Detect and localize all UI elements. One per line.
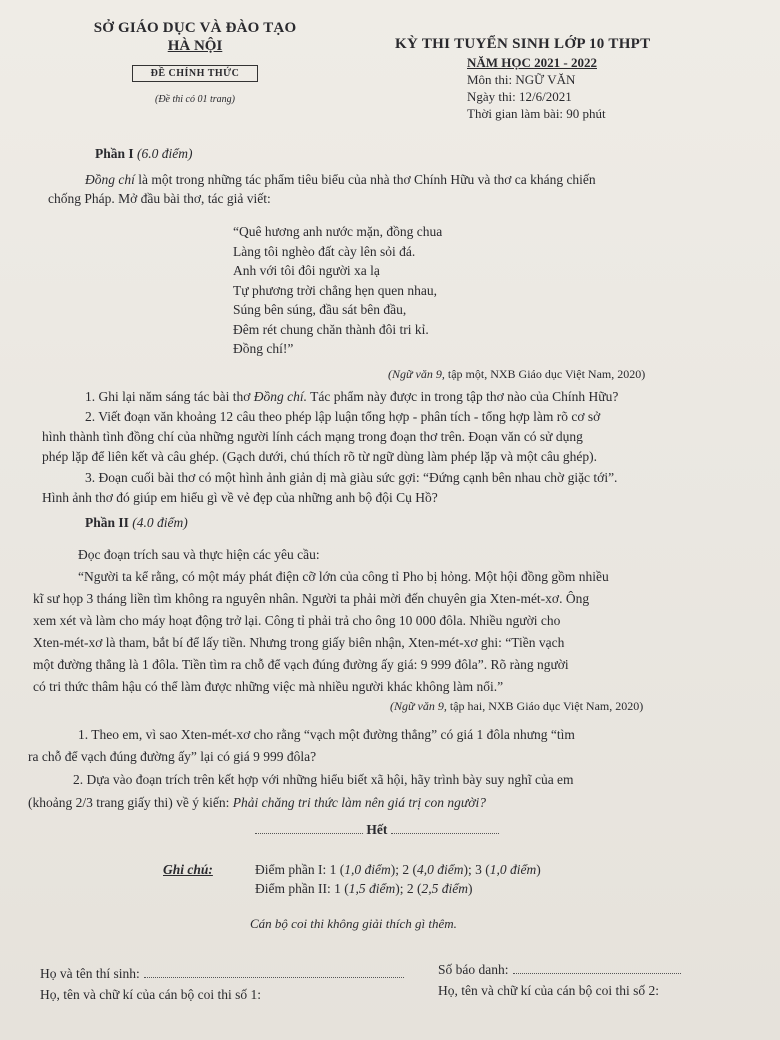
note-label: Ghi chú: [163,862,213,877]
note2-points-1: 1,5 điểm [348,881,396,896]
part1-question-2-line-2: hình thành tình đồng chí của những người lính cách mạng trong đoạn thơ trên. Đoạn văn có sử dụng [42,429,583,444]
note1-points-1: 1,0 điểm [344,862,391,877]
q1-title: Đồng chí. [253,389,307,404]
poem-line: Súng bên súng, đầu sát bên đầu, [233,302,407,317]
part1-question-1 [85,389,618,405]
citation-rest: tập hai, NXB Giáo dục Việt Nam, 2020) [446,699,644,713]
passage-line: có tri thức thâm hậu có thể làm được những việc mà nhiều người khác không làm nổi.” [33,679,504,694]
issuer-line-2: HÀ NỘI [167,38,223,54]
intro-text-1: là một trong những tác phẩm tiêu biểu của nhà thơ Chính Hữu và thơ ca kháng chiến [134,172,596,187]
passage-line: một đường thẳng là 1 đôla. Tiền tìm ra chỗ để vạch đúng đường ấy giá: 9 999 đôla”. Rõ ràng người [33,657,569,672]
part2-points: (4.0 điểm) [132,515,188,530]
part1-heading [95,146,193,162]
part2-heading-label: Phần II [85,515,129,530]
q2-text: (khoảng 2/3 trang giấy thi) về ý kiến: [28,795,233,810]
note1-text: ); 2 ( [390,862,417,877]
poem-line: Đêm rét chung chăn thành đôi tri kỉ. [233,321,429,337]
note-line-2 [255,881,472,897]
passage-line: Xten-mét-xơ là tham, bắt bí để lấy tiền. Nhưng trong giấy biên nhận, Xten-mét-xơ ghi: “Tiền vạch [33,635,565,650]
note2-text: ) [467,881,473,896]
poem-line: “Quê hương anh nước mặn, đồng chua [233,224,443,239]
poem-title: Đồng chí [85,172,135,187]
candidate-number-field [438,962,681,978]
q2-topic: Phải chăng tri thức làm nên giá trị con người? [232,795,486,810]
note2-text: Điểm phần II: 1 ( [255,881,349,896]
citation-rest: tập một, NXB Giáo dục Việt Nam, 2020) [444,367,646,381]
poem-excerpt [233,222,442,359]
candidate-name-field [40,966,404,982]
part1-citation [388,367,645,382]
no-explain-note: Cán bộ coi thi không giải thích gì thêm. [250,916,457,931]
issuer-block [80,20,310,105]
exam-date: Ngày thi: 12/6/2021 [467,89,572,104]
part2-question-2-line-1: 2. Dựa vào đoạn trích trên kết hợp với những hiểu biết xã hội, hãy trình bày suy nghĩ của em [73,772,574,787]
part2-citation [390,699,643,714]
note2-text: ); 2 ( [395,881,422,896]
part2-question-1-line-1: 1. Theo em, vì sao Xten-mét-xơ cho rằng “vạch một đường thẳng” có giá 1 đôla nhưng “tìm [78,727,575,742]
q1-text-b: Tác phẩm này được in trong tập thơ nào của Chính Hữu? [306,389,619,404]
part2-question-1-line-2: ra chỗ để vạch đúng đường ấy” lại có giá 9 999 đôla? [28,749,317,764]
passage-line: xem xét và làm cho máy hoạt động trở lại. Công tỉ phải trả cho ông 10 000 đôla. Nhiều người cho [33,613,561,628]
proctor-1-field: Họ, tên và chữ kí của cán bộ coi thi số 1: [40,987,262,1002]
note-line-1 [255,862,541,878]
proctor-2-field: Họ, tên và chữ kí của cán bộ coi thi số 2: [438,983,660,998]
poem-line: Anh với tôi đôi người xa lạ [233,263,380,278]
official-badge: ĐỀ CHÍNH THỨC [132,65,259,82]
citation-book: (Ngữ văn 9, [388,367,445,381]
note1-text: Điểm phần I: 1 ( [255,862,345,877]
poem-line: Làng tôi nghèo đất cày lên sỏi đá. [233,243,416,259]
part1-heading-label: Phần I [95,146,134,161]
note2-points-2: 2,5 điểm [421,881,468,896]
part1-question-3-line-2: Hình ảnh thơ đó giúp em hiểu gì về vẻ đẹp của những anh bộ đội Cụ Hồ? [42,490,438,505]
citation-book: (Ngữ văn 9, [390,699,447,713]
exam-title: KỲ THI TUYỂN SINH LỚP 10 THPT [395,36,651,52]
part1-question-2-line-1: 2. Viết đoạn văn khoảng 12 câu theo phép lập luận tổng hợp - phân tích - tổng hợp làm rõ cơ sở [85,409,601,424]
part2-instruction: Đọc đoạn trích sau và thực hiện các yêu cầu: [78,547,320,562]
note1-text: ) [536,862,541,877]
q1-text-a: 1. Ghi lại năm sáng tác bài thơ [85,389,254,404]
part1-points: (6.0 điểm) [137,146,193,161]
part1-question-3-line-1: 3. Đoạn cuối bài thơ có một hình ảnh giản dị mà giàu sức gợi: “Đứng cạnh bên nhau chờ giặc tới”. [85,470,618,485]
issuer-line-1: SỞ GIÁO DỤC VÀ ĐÀO TẠO [93,20,297,36]
candidate-number-label: Số báo danh: [438,962,509,977]
part1-question-2-line-3: phép lặp để liên kết và câu ghép. (Gạch dưới, chú thích rõ từ ngữ dùng làm phép lặp và một câu ghép). [42,449,598,464]
candidate-name-label: Họ và tên thí sinh: [40,966,140,981]
poem-line: Đồng chí!” [233,341,294,356]
note1-points-3: 1,0 điểm [489,862,537,877]
note1-text: ); 3 ( [463,862,490,877]
school-year: NĂM HỌC 2021 - 2022 [467,55,597,70]
part1-intro-line-2: chống Pháp. Mở đầu bài thơ, tác giả viết: [48,191,271,206]
poem-line: Tự phương trời chẳng hẹn quen nhau, [233,282,437,298]
exam-duration: Thời gian làm bài: 90 phút [467,106,606,121]
end-marker [255,822,499,838]
exam-subject: Môn thi: NGỮ VĂN [467,72,576,87]
exam-info-block [395,36,765,122]
part2-question-2-line-2 [28,795,486,811]
end-label: Hết [366,822,388,837]
part2-heading [85,515,188,531]
pages-note: (Đề thi có 01 trang) [155,94,235,105]
passage-line: kĩ sư họp 3 tháng liền tìm không ra nguyên nhân. Người ta phải mời đến chuyên gia Xten-mét-xơ. Ông [33,591,590,606]
passage-line: “Người ta kể rằng, có một máy phát điện cỡ lớn của công tỉ Pho bị hỏng. Một hội đồng gồm nhiều [78,569,609,584]
note1-points-2: 4,0 điểm [416,862,464,877]
part1-intro-line-1 [85,172,596,188]
